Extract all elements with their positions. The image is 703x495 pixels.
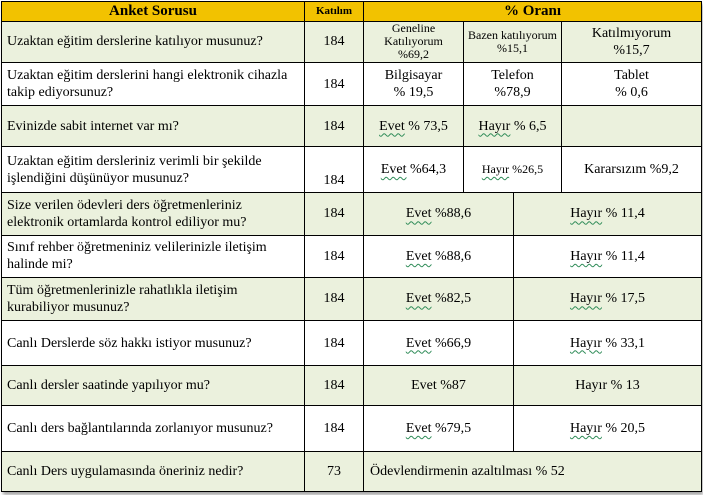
no-cell bbox=[514, 235, 702, 278]
answer-value: %79,5 bbox=[434, 421, 472, 437]
question-cell: Uzaktan eğitim derslerini hangi elektronik cihazla takip ediyorsunuz? bbox=[2, 63, 305, 106]
answer-word: Evet bbox=[405, 248, 432, 264]
yes-cell bbox=[364, 235, 514, 278]
no-cell bbox=[514, 278, 702, 321]
answer-word: Hayır bbox=[570, 248, 603, 264]
answer-value: %66,9 bbox=[434, 335, 472, 351]
no-cell: Hayır % 13 bbox=[514, 366, 702, 405]
no-cell bbox=[514, 192, 702, 235]
header-participation: Katılım bbox=[305, 2, 364, 22]
answer-cell: Ödevlendirmenin azaltılması % 52 bbox=[364, 452, 702, 492]
answer-cell bbox=[464, 105, 562, 147]
answer-value: % 6,5 bbox=[513, 118, 547, 134]
count-cell: 184 bbox=[305, 235, 364, 278]
count-cell: 184 bbox=[305, 147, 364, 193]
answer-cell bbox=[464, 147, 562, 193]
table-row bbox=[2, 21, 702, 63]
no-cell bbox=[514, 320, 702, 366]
table-row bbox=[2, 105, 702, 147]
table-row bbox=[2, 192, 702, 235]
empty-cell bbox=[562, 105, 702, 147]
answer-value: % 11,4 bbox=[605, 206, 645, 222]
answer-label: Katılmıyorum bbox=[591, 25, 672, 41]
answer-value: %78,9 bbox=[494, 85, 531, 101]
answer-label: Telefon bbox=[491, 68, 534, 84]
survey-results-table bbox=[1, 1, 702, 492]
answer-word: Hayır bbox=[569, 291, 602, 307]
count-cell: 184 bbox=[305, 278, 364, 321]
answer-label: Bazen katılıyorum bbox=[468, 27, 557, 42]
count-cell: 184 bbox=[305, 366, 364, 405]
count-cell: 184 bbox=[305, 21, 364, 63]
yes-cell bbox=[364, 278, 514, 321]
question-cell: Size verilen ödevleri ders öğretmenleriniz elektronik ortamlarda kontrol ediliyor mu? bbox=[2, 192, 305, 235]
answer-value: % 17,5 bbox=[605, 291, 646, 307]
table-row bbox=[2, 320, 702, 366]
count-cell: 184 bbox=[305, 63, 364, 106]
answer-word: Evet bbox=[379, 118, 405, 134]
answer-cell bbox=[562, 21, 702, 63]
answer-value: %88,6 bbox=[434, 248, 472, 264]
answer-word: Evet bbox=[380, 162, 407, 178]
answer-word: Hayır bbox=[481, 162, 510, 177]
count-cell: 184 bbox=[305, 320, 364, 366]
answer-value: %82,5 bbox=[434, 291, 472, 307]
question-cell: Uzaktan eğitim dersleriniz verimli bir şekilde işlendiğini düşünüyor musunuz? bbox=[2, 147, 305, 193]
question-cell: Canlı Ders uygulamasında öneriniz nedir? bbox=[2, 452, 305, 492]
answer-label: Geneline Katılıyorum bbox=[384, 21, 443, 49]
count-cell: 184 bbox=[305, 105, 364, 147]
answer-value: % 11,4 bbox=[605, 248, 645, 264]
answer-value: %15,1 bbox=[497, 40, 528, 55]
question-cell: Canlı dersler saatinde yapılıyor mu? bbox=[2, 366, 305, 405]
answer-cell bbox=[364, 147, 464, 193]
answer-cell bbox=[464, 21, 562, 63]
table-row bbox=[2, 366, 702, 405]
count-cell: 184 bbox=[305, 192, 364, 235]
answer-label: Bilgisayar bbox=[384, 68, 443, 84]
answer-value: %88,6 bbox=[434, 206, 472, 222]
table-row bbox=[2, 452, 702, 492]
survey-table-frame bbox=[1, 1, 701, 492]
answer-value: % 33,1 bbox=[605, 335, 646, 351]
question-cell: Canlı ders bağlantılarında zorlanıyor musunuz? bbox=[2, 405, 305, 452]
answer-cell bbox=[364, 63, 464, 106]
answer-value: % 0,6 bbox=[615, 85, 648, 101]
answer-word: Evet bbox=[405, 335, 432, 351]
answer-value: % 20,5 bbox=[605, 421, 646, 437]
question-cell: Tüm öğretmenlerinizle rahatlıkla iletişim kurabiliyor musunuz? bbox=[2, 278, 305, 321]
answer-word: Hayır bbox=[569, 335, 602, 351]
header-rate: % Oranı bbox=[364, 2, 702, 22]
yes-cell: Evet %87 bbox=[364, 366, 514, 405]
answer-value: %15,7 bbox=[613, 42, 650, 58]
count-cell: 184 bbox=[305, 405, 364, 452]
answer-value: %64,3 bbox=[409, 162, 447, 178]
table-row bbox=[2, 405, 702, 452]
answer-cell: Kararsızım %9,2 bbox=[562, 147, 702, 193]
yes-cell bbox=[364, 320, 514, 366]
answer-value: % 73,5 bbox=[408, 118, 448, 134]
table-header-row bbox=[2, 2, 702, 22]
answer-word: Evet bbox=[405, 206, 432, 222]
table-row bbox=[2, 147, 702, 193]
answer-cell bbox=[562, 63, 702, 106]
table-row bbox=[2, 63, 702, 106]
answer-value: %69,2 bbox=[398, 47, 429, 62]
question-cell: Uzaktan eğitim derslerine katılıyor musunuz? bbox=[2, 21, 305, 63]
answer-word: Hayır bbox=[478, 118, 511, 134]
answer-cell bbox=[464, 63, 562, 106]
answer-word: Evet bbox=[405, 291, 432, 307]
table-row bbox=[2, 278, 702, 321]
question-cell: Canlı Derslerde söz hakkı istiyor musunuz? bbox=[2, 320, 305, 366]
answer-value: % 19,5 bbox=[393, 85, 434, 101]
yes-cell bbox=[364, 192, 514, 235]
question-cell: Evinizde sabit internet var mı? bbox=[2, 105, 305, 147]
answer-word: Evet bbox=[405, 421, 432, 437]
answer-label: Tablet bbox=[614, 68, 649, 84]
table-row bbox=[2, 235, 702, 278]
header-question: Anket Sorusu bbox=[2, 2, 305, 22]
yes-cell bbox=[364, 405, 514, 452]
no-cell bbox=[514, 405, 702, 452]
answer-word: Hayır bbox=[570, 206, 603, 222]
question-cell: Sınıf rehber öğretmeniniz velilerinizle iletişim halinde mi? bbox=[2, 235, 305, 278]
answer-value: %26,5 bbox=[512, 162, 544, 177]
answer-word: Hayır bbox=[569, 421, 602, 437]
count-cell: 73 bbox=[305, 452, 364, 492]
answer-cell bbox=[364, 105, 464, 147]
answer-cell bbox=[364, 21, 464, 63]
